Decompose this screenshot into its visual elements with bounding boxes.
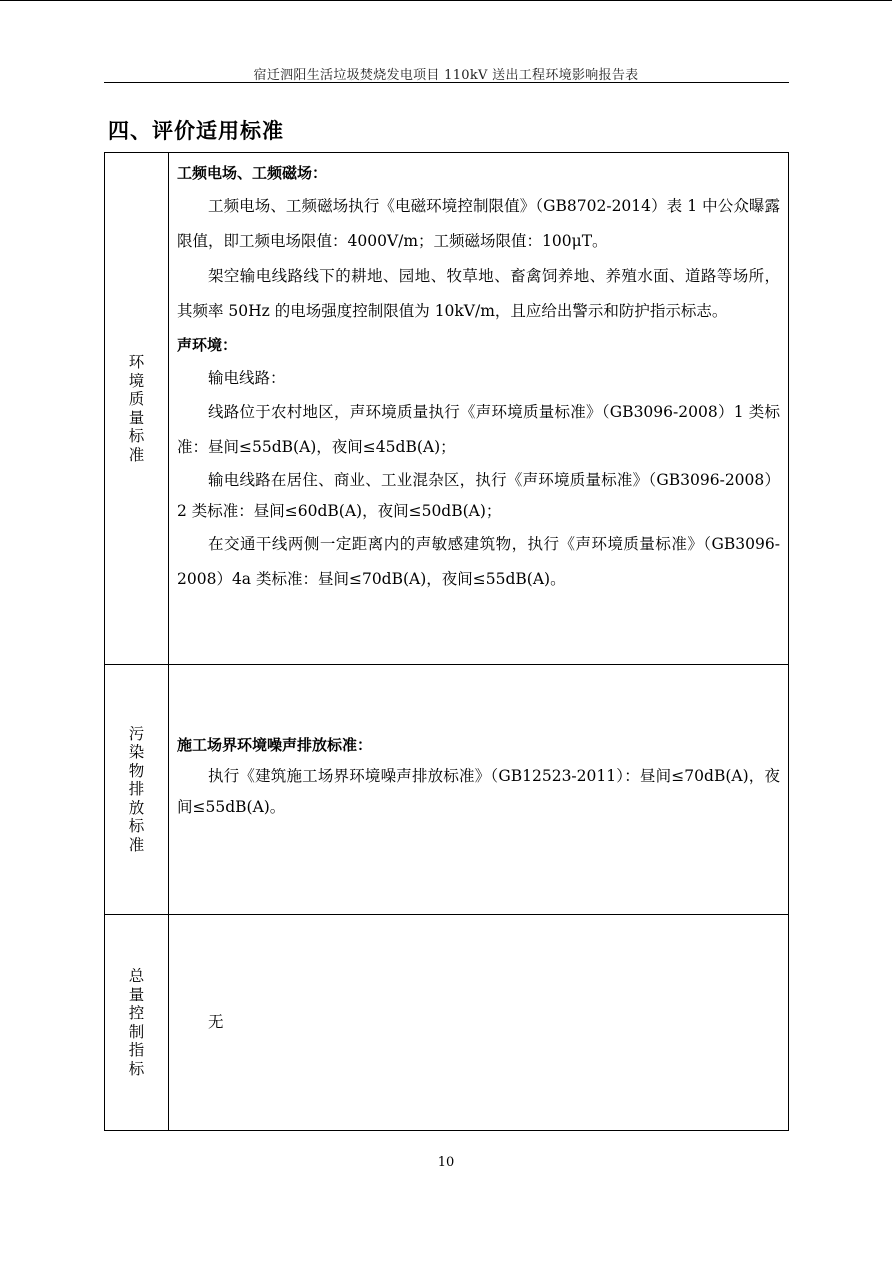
emf-paragraph-1: 工频电场、工频磁场执行《电磁环境控制限值》（GB8702-2014）表 1 中公众曝露限值，即工频电场限值：4000V/m；工频磁场限值：100μT。 [177, 197, 780, 250]
row-label-pollutant: 污染物排放标准 [128, 724, 145, 854]
row-content-cell [169, 915, 789, 1131]
table-row-env-quality [105, 153, 789, 665]
noise-paragraph-3: 在交通干线两侧一定距离内的声敏感建筑物，执行《声环境质量标准》（GB3096-2008）4a 类标准：昼间≤70dB(A)，夜间≤55dB(A)。 [177, 535, 780, 588]
total-control-value: 无 [208, 1013, 224, 1031]
row-label-cell [105, 153, 169, 665]
noise-heading: 声环境： [177, 336, 238, 354]
table-row-pollutant [105, 665, 789, 915]
standards-table [104, 152, 789, 1131]
construction-noise-heading: 施工场界环境噪声排放标准： [177, 736, 373, 754]
table-row-total-control [105, 915, 789, 1131]
page-top-border [0, 0, 892, 1]
noise-paragraph-2: 输电线路在居住、商业、工业混杂区，执行《声环境质量标准》（GB3096-2008）2 类标准：昼间≤60dB(A)，夜间≤50dB(A)； [177, 471, 780, 520]
running-header: 宿迁泗阳生活垃圾焚烧发电项目 110kV 送出工程环境影响报告表 [253, 68, 639, 83]
row-content-cell [169, 153, 789, 665]
emf-paragraph-2: 架空输电线路线下的耕地、园地、牧草地、畜禽饲养地、养殖水面、道路等场所，其频率 50Hz 的电场强度控制限值为 10kV/m，且应给出警示和防护指示标志。 [177, 267, 780, 320]
noise-paragraph-1: 线路位于农村地区，声环境质量执行《声环境质量标准》（GB3096-2008）1 类标准：昼间≤55dB(A)，夜间≤45dB(A)； [177, 403, 780, 456]
header-divider [104, 82, 789, 83]
section-title: 四、评价适用标准 [108, 119, 284, 143]
emf-heading: 工频电场、工频磁场： [177, 164, 328, 182]
row-label-cell [105, 915, 169, 1131]
row-label-cell [105, 665, 169, 915]
row-label-env-quality: 环境质量标准 [128, 353, 145, 464]
noise-subheading: 输电线路： [208, 369, 286, 387]
row-content-cell [169, 665, 789, 915]
construction-noise-paragraph: 执行《建筑施工场界环境噪声排放标准》（GB12523-2011）：昼间≤70dB(A)，夜间≤55dB(A)。 [177, 767, 780, 816]
page-number: 10 [437, 1155, 455, 1170]
row-label-total-control: 总量控制指标 [128, 967, 145, 1078]
